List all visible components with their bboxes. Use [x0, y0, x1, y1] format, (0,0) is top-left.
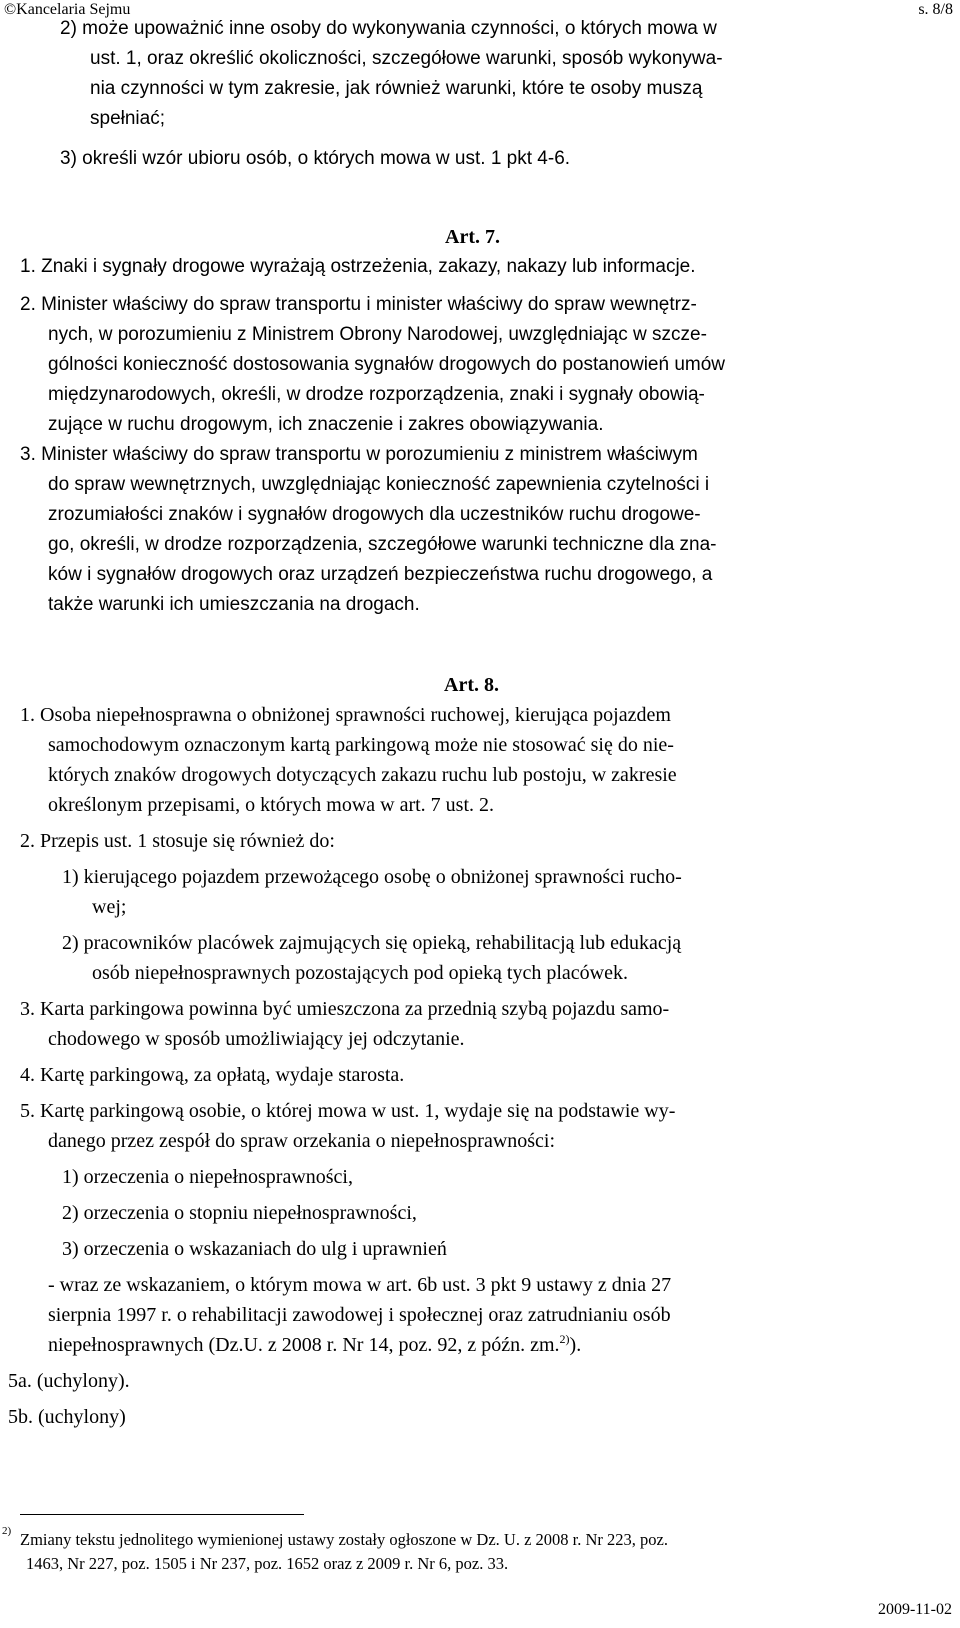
art7-para-3-line: 3. Minister właściwy do spraw transportu w porozumieniu z ministrem właściwym: [20, 444, 698, 465]
art8-para-2-item-2-line: osób niepełnosprawnych pozostających pod opieką tych placówek.: [92, 962, 628, 984]
art8-para-5-item-2: 2) orzeczenia o stopniu niepełnosprawności,: [62, 1202, 417, 1224]
article-8-title: Art. 8.: [444, 674, 499, 696]
art8-para-2-item-1-line: 1) kierującego pojazdem przewożącego osobę o obniżonej sprawności rucho-: [62, 866, 682, 888]
art8-para-1-line: których znaków drogowych dotyczących zakazu ruchu lub postoju, w zakresie: [48, 764, 677, 786]
art8-para-3-line: chodowego w sposób umożliwiający jej odczytanie.: [48, 1028, 465, 1050]
art8-para-2: 2. Przepis ust. 1 stosuje się również do:: [20, 830, 335, 852]
footnote-separator: [20, 1514, 304, 1515]
footnote-reference[interactable]: 2): [559, 1332, 570, 1346]
art7-para-3-line: go, określi, w drodze rozporządzenia, szczegółowe warunki techniczne dla zna-: [48, 534, 717, 555]
document-date: 2009-11-02: [877, 1601, 952, 1618]
prev-item-2-line: ust. 1, oraz określić okoliczności, szczegółowe warunki, sposób wykonywa-: [90, 48, 723, 69]
art8-para-5-item-3: 3) orzeczenia o wskazaniach do ulg i uprawnień: [62, 1238, 447, 1260]
art8-para-5-tail-line: [48, 1330, 581, 1362]
prev-item-2-line: spełniać;: [90, 108, 165, 129]
art7-para-2-line: nych, w porozumieniu z Ministrem Obrony Narodowej, uwzględniając w szcze-: [48, 324, 707, 345]
art8-para-2-item-2-line: 2) pracowników placówek zajmujących się opieką, rehabilitacją lub edukacją: [62, 932, 682, 954]
art7-para-2-line: zujące w ruchu drogowym, ich znaczenie i zakres obowiązywania.: [48, 414, 604, 435]
footnote-marker: 2): [2, 1525, 12, 1537]
art8-para-1-line: samochodowym oznaczonym kartą parkingową może nie stosować się do nie-: [48, 734, 674, 756]
art8-para-5a: 5a. (uchylony).: [8, 1370, 130, 1392]
header-page-number: s. 8/8: [918, 1, 953, 18]
art8-para-4: 4. Kartę parkingową, za opłatą, wydaje starosta.: [20, 1064, 405, 1086]
art8-para-2-item-1-line: wej;: [92, 896, 127, 918]
prev-item-2-line: 2) może upoważnić inne osoby do wykonywania czynności, o których mowa w: [60, 18, 717, 39]
art7-para-2-line: 2. Minister właściwy do spraw transportu i minister właściwy do spraw wewnętrz-: [20, 294, 697, 315]
art8-para-5-line: 5. Kartę parkingową osobie, o której mowa w ust. 1, wydaje się na podstawie wy-: [20, 1100, 676, 1122]
art7-para-2-line: gólności konieczność dostosowania sygnałów drogowych do postanowień umów: [48, 354, 726, 375]
prev-item-3-line: 3) określi wzór ubioru osób, o których mowa w ust. 1 pkt 4-6.: [60, 148, 571, 169]
art7-para-2-line: międzynarodowych, określi, w drodze rozporządzenia, znaki i sygnały obowią-: [48, 384, 705, 405]
header-source: ©Kancelaria Sejmu: [4, 1, 131, 18]
art7-para-3-line: do spraw wewnętrznych, uwzględniając konieczność zapewnienia czytelności i: [48, 474, 710, 495]
art8-para-5b: 5b. (uchylony): [8, 1406, 126, 1428]
art8-para-5-tail-line: - wraz ze wskazaniem, o którym mowa w art. 6b ust. 3 pkt 9 ustawy z dnia 27: [48, 1274, 672, 1296]
art8-para-5-tail-text: niepełnosprawnych (Dz.U. z 2008 r. Nr 14, poz. 92, z późn. zm.: [48, 1334, 560, 1356]
art8-para-1-line: określonym przepisami, o których mowa w art. 7 ust. 2.: [48, 794, 495, 816]
art8-para-5-item-1: 1) orzeczenia o niepełnosprawności,: [62, 1166, 353, 1188]
art7-para-1: 1. Znaki i sygnały drogowe wyrażają ostrzeżenia, zakazy, nakazy lub informacje.: [20, 256, 696, 277]
art7-para-3-line: ków i sygnałów drogowych oraz urządzeń bezpieczeństwa ruchu drogowego, a: [48, 564, 713, 585]
footnote-line: 1463, Nr 227, poz. 1505 i Nr 237, poz. 1652 oraz z 2009 r. Nr 6, poz. 33.: [26, 1554, 509, 1573]
art8-para-5-tail-line: sierpnia 1997 r. o rehabilitacji zawodowej i społecznej oraz zatrudnianiu osób: [48, 1304, 671, 1326]
article-7-title: Art. 7.: [445, 226, 500, 248]
art8-para-3-line: 3. Karta parkingowa powinna być umieszczona za przednią szybą pojazdu samo-: [20, 998, 670, 1020]
art7-para-3-line: także warunki ich umieszczania na drogach.: [48, 594, 420, 615]
prev-item-2-line: nia czynności w tym zakresie, jak również warunki, które te osoby muszą: [90, 78, 703, 99]
footnote-line: Zmiany tekstu jednolitego wymienionej ustawy zostały ogłoszone w Dz. U. z 2008 r. Nr 223, poz.: [20, 1530, 668, 1549]
art8-para-5-tail-end: ).: [569, 1334, 582, 1356]
art7-para-3-line: zrozumiałości znaków i sygnałów drogowych dla uczestników ruchu drogowe-: [48, 504, 701, 525]
art8-para-5-line: danego przez zespół do spraw orzekania o niepełnosprawności:: [48, 1130, 556, 1152]
art8-para-1-line: 1. Osoba niepełnosprawna o obniżonej sprawności ruchowej, kierująca pojazdem: [20, 704, 671, 726]
